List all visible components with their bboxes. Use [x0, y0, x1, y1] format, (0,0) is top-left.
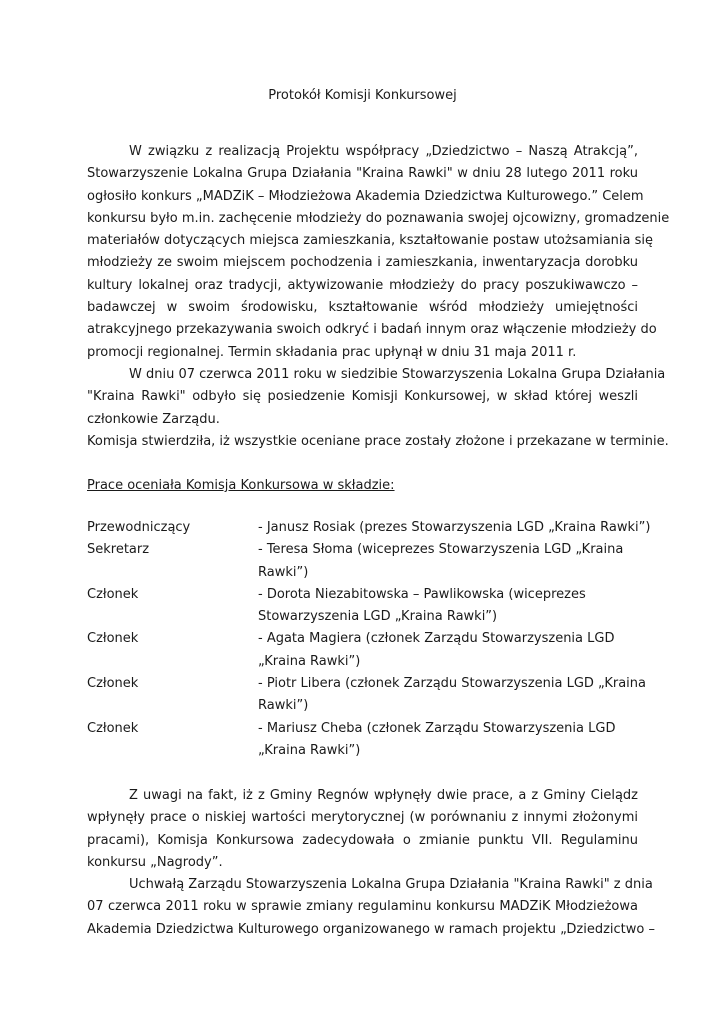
statement-line: Komisja stwierdziła, iż wszystkie oceniane prace zostały złożone i przekazane w terminie. [87, 433, 669, 449]
text-line: materiałów dotyczących miejsca zamieszkania, kształtowanie postaw utożsamiania się [87, 233, 654, 249]
text-line: 07 czerwca 2011 roku w sprawie zmiany regulaminu konkursu MADZiK Młodzieżowa [87, 899, 638, 915]
intro-paragraph [87, 141, 670, 364]
text-line: konkursu „Nagrody”. [87, 854, 223, 870]
text-line: "Kraina Rawki" odbyło się posiedzenie Komisji Konkursowej, w skład której weszli [87, 389, 638, 405]
member-row [87, 517, 651, 539]
text-line: W dniu 07 czerwca 2011 roku w siedzibie Stowarzyszenia Lokalna Grupa Działania [129, 367, 666, 382]
member-role: Członek [87, 676, 139, 692]
member-description [258, 539, 647, 584]
text-line: pracami), Komisja Konkursowa zadecydowała o zmianie punktu VII. Regulaminu [87, 832, 638, 848]
member-description [258, 673, 647, 718]
member-line: Stowarzyszenia LGD „Kraina Rawki”) [258, 609, 498, 625]
text-line: Z uwagi na fakt, iż z Gminy Regnów wpłynęły dwie prace, a z Gminy Cielądz [129, 788, 638, 803]
member-row [87, 584, 647, 629]
member-row [87, 539, 647, 584]
member-description [258, 517, 651, 539]
text-line: Stowarzyszenie Lokalna Grupa Działania "Kraina Rawki" w dniu 28 lutego 2011 roku [87, 166, 638, 182]
text-line: badawczej w swoim środowisku, kształtowanie wśród młodzieży umiejętności [87, 300, 638, 316]
decision-paragraph [87, 785, 638, 874]
member-line: „Kraina Rawki”) [258, 653, 361, 669]
text-line: promocji regionalnej. Termin składania prac upłynął w dniu 31 maja 2011 r. [87, 344, 577, 360]
text-line: atrakcyjnego przekazywania swoich odkryć i badań innym oraz włączenie młodzieży do [87, 322, 657, 338]
member-description [258, 584, 647, 629]
member-line: - Janusz Rosiak (prezes Stowarzyszenia LGD „Kraina Rawki”) [258, 520, 651, 535]
text-line: ogłosiło konkurs „MADZiK – Młodzieżowa Akademia Dziedzictwa Kulturowego.” Celem [87, 188, 644, 204]
member-line: - Piotr Libera (członek Zarządu Stowarzyszenia LGD „Kraina [258, 676, 646, 692]
member-role: Członek [87, 720, 139, 736]
member-row [87, 718, 647, 763]
member-line: - Mariusz Cheba (członek Zarządu Stowarzyszenia LGD [258, 720, 616, 736]
member-line: - Teresa Słoma (wiceprezes Stowarzyszenia LGD „Kraina [258, 542, 624, 558]
committee-members-list [87, 517, 651, 762]
text-line: członkowie Zarządu. [87, 411, 220, 427]
resolution-paragraph [87, 874, 655, 941]
member-line: Rawki”) [258, 698, 309, 714]
member-role: Członek [87, 586, 139, 602]
member-line: - Dorota Niezabitowska – Pawlikowska (wiceprezes [258, 586, 586, 602]
member-role: Przewodniczący [87, 520, 191, 535]
committee-heading: Prace oceniała Komisja Konkursowa w składzie: [87, 478, 395, 493]
text-line: konkursu było m.in. zachęcenie młodzieży do poznawania swojej ojcowizny, gromadzenie [87, 210, 670, 226]
member-description [258, 718, 647, 763]
text-line: W związku z realizacją Projektu współpracy „Dziedzictwo – Naszą Atrakcją”, [129, 144, 638, 159]
text-line: młodzieży ze swoim miejscem pochodzenia i zamieszkania, inwentaryzacja dorobku [87, 255, 638, 271]
member-line: Rawki”) [258, 564, 309, 580]
text-line: kultury lokalnej oraz tradycji, aktywizowanie młodzieży do pracy poszukiwawczo – [87, 277, 638, 293]
text-line: Uchwałą Zarządu Stowarzyszenia Lokalna Grupa Działania "Kraina Rawki" z dnia [129, 877, 653, 892]
member-description [258, 628, 647, 673]
text-line: Akademia Dziedzictwa Kulturowego organizowanego w ramach projektu „Dziedzictwo – [87, 921, 655, 937]
member-line: „Kraina Rawki”) [258, 742, 361, 758]
member-role: Członek [87, 631, 139, 647]
meeting-paragraph [87, 364, 669, 453]
document-title: Protokół Komisji Konkursowej [268, 88, 457, 103]
text-line: wpłynęły prace o niskiej wartości merytorycznej (w porównaniu z innymi złożonymi [87, 810, 638, 826]
member-role: Sekretarz [87, 542, 150, 558]
member-row [87, 673, 647, 718]
member-line: - Agata Magiera (członek Zarządu Stowarzyszenia LGD [258, 631, 615, 647]
member-row [87, 628, 647, 673]
